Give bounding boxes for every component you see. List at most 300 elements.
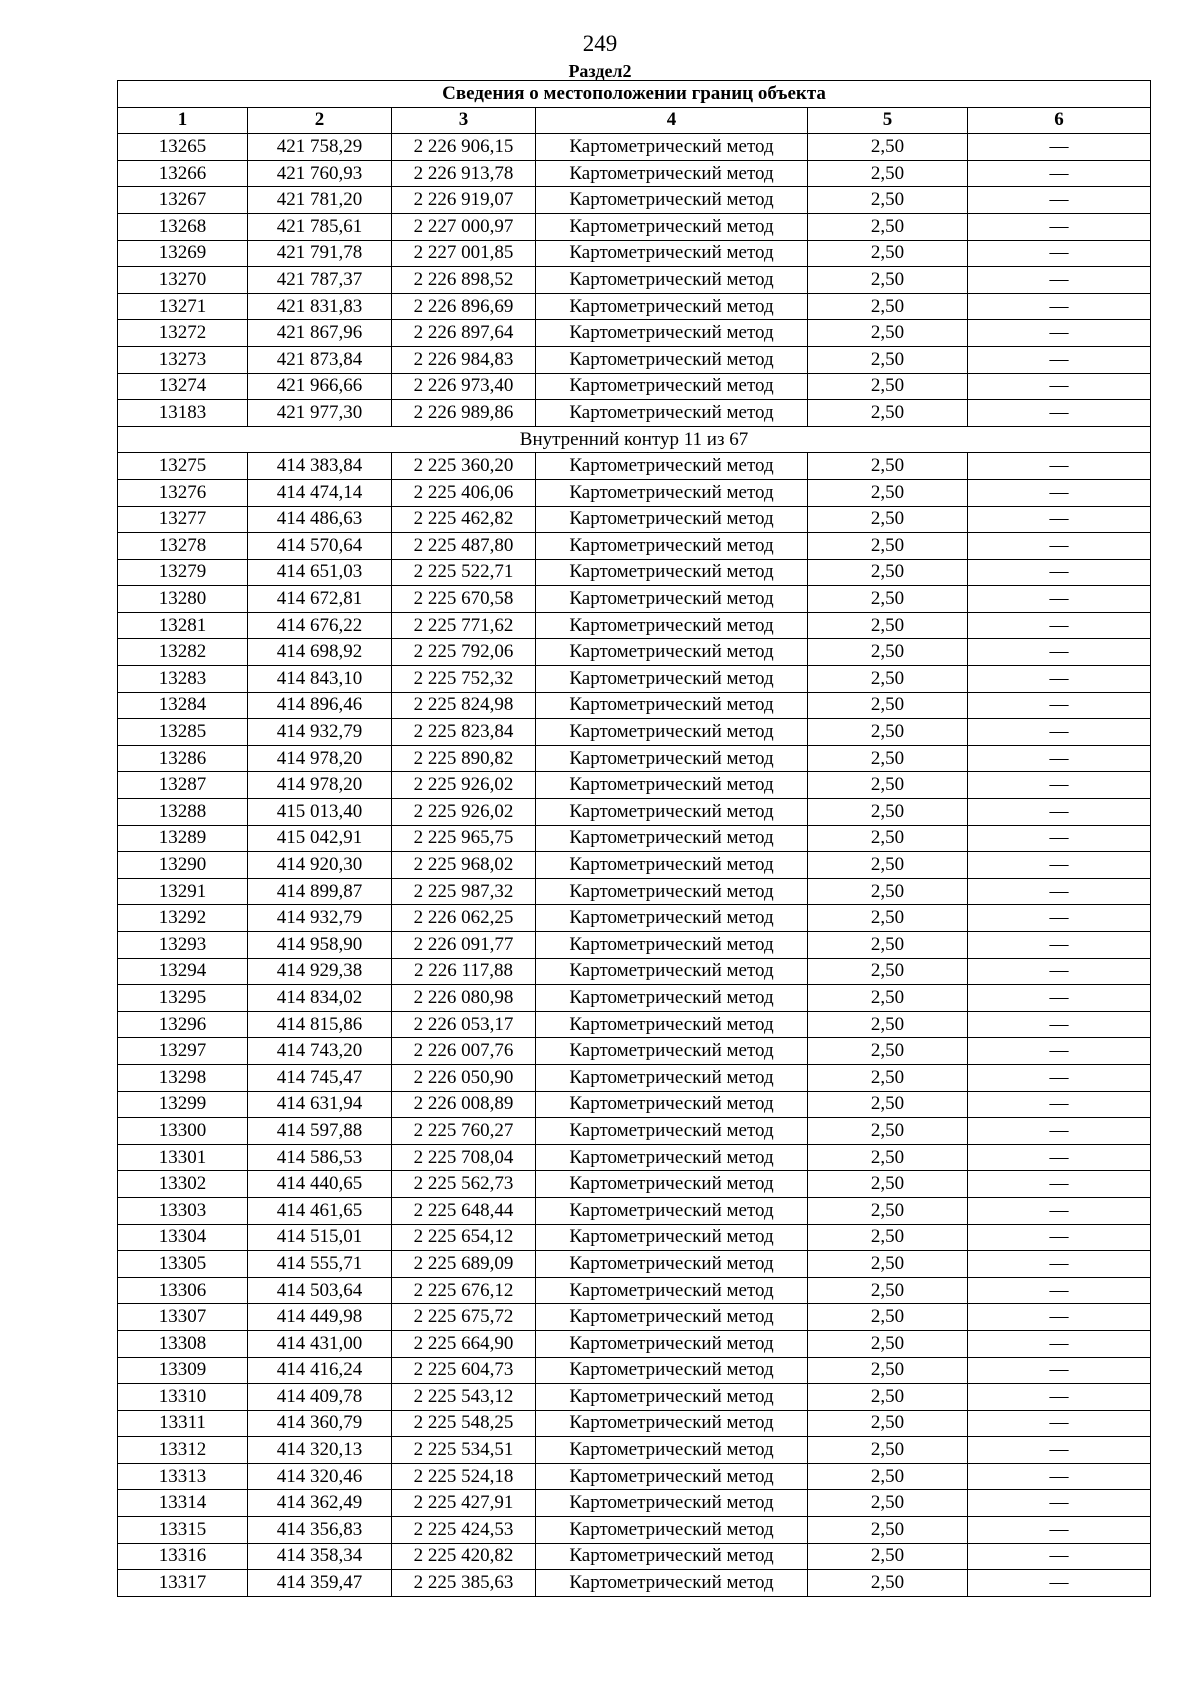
description-cell: — bbox=[968, 320, 1151, 347]
accuracy-cell: 2,50 bbox=[808, 1410, 968, 1437]
table-body bbox=[118, 134, 1151, 1597]
method-cell: Картометрический метод bbox=[536, 320, 808, 347]
table-title: Сведения о местоположении границ объекта bbox=[118, 81, 1151, 108]
y-coordinate-cell: 2 225 487,80 bbox=[392, 533, 536, 560]
x-coordinate-cell: 414 449,98 bbox=[248, 1304, 392, 1331]
y-coordinate-cell: 2 225 522,71 bbox=[392, 559, 536, 586]
accuracy-cell: 2,50 bbox=[808, 958, 968, 985]
accuracy-cell: 2,50 bbox=[808, 453, 968, 480]
description-cell: — bbox=[968, 1384, 1151, 1411]
point-number-cell: 13297 bbox=[118, 1038, 248, 1065]
table-row bbox=[118, 905, 1151, 932]
accuracy-cell: 2,50 bbox=[808, 612, 968, 639]
boundary-table bbox=[117, 80, 1151, 1597]
table-row bbox=[118, 400, 1151, 427]
y-coordinate-cell: 2 226 898,52 bbox=[392, 267, 536, 294]
accuracy-cell: 2,50 bbox=[808, 267, 968, 294]
table-row bbox=[118, 1357, 1151, 1384]
table-row bbox=[118, 639, 1151, 666]
column-header: 3 bbox=[392, 107, 536, 134]
description-cell: — bbox=[968, 932, 1151, 959]
x-coordinate-cell: 414 474,14 bbox=[248, 479, 392, 506]
accuracy-cell: 2,50 bbox=[808, 799, 968, 826]
description-cell: — bbox=[968, 1410, 1151, 1437]
table-row bbox=[118, 1517, 1151, 1544]
x-coordinate-cell: 414 896,46 bbox=[248, 692, 392, 719]
x-coordinate-cell: 414 745,47 bbox=[248, 1064, 392, 1091]
y-coordinate-cell: 2 226 989,86 bbox=[392, 400, 536, 427]
accuracy-cell: 2,50 bbox=[808, 213, 968, 240]
x-coordinate-cell: 414 359,47 bbox=[248, 1570, 392, 1597]
method-cell: Картометрический метод bbox=[536, 1011, 808, 1038]
description-cell: — bbox=[968, 134, 1151, 161]
point-number-cell: 13302 bbox=[118, 1171, 248, 1198]
method-cell: Картометрический метод bbox=[536, 932, 808, 959]
y-coordinate-cell: 2 225 926,02 bbox=[392, 799, 536, 826]
point-number-cell: 13289 bbox=[118, 825, 248, 852]
description-cell: — bbox=[968, 1570, 1151, 1597]
method-cell: Картометрический метод bbox=[536, 1171, 808, 1198]
y-coordinate-cell: 2 227 001,85 bbox=[392, 240, 536, 267]
point-number-cell: 13283 bbox=[118, 666, 248, 693]
method-cell: Картометрический метод bbox=[536, 1038, 808, 1065]
x-coordinate-cell: 421 966,66 bbox=[248, 373, 392, 400]
table-title-row bbox=[118, 81, 1151, 108]
page-number: 249 bbox=[582, 31, 618, 56]
point-number-cell: 13284 bbox=[118, 692, 248, 719]
accuracy-cell: 2,50 bbox=[808, 1038, 968, 1065]
description-cell: — bbox=[968, 772, 1151, 799]
accuracy-cell: 2,50 bbox=[808, 1543, 968, 1570]
method-cell: Картометрический метод bbox=[536, 373, 808, 400]
table-row bbox=[118, 825, 1151, 852]
description-cell: — bbox=[968, 533, 1151, 560]
point-number-cell: 13265 bbox=[118, 134, 248, 161]
description-cell: — bbox=[968, 1064, 1151, 1091]
description-cell: — bbox=[968, 1517, 1151, 1544]
y-coordinate-cell: 2 225 385,63 bbox=[392, 1570, 536, 1597]
table-row bbox=[118, 666, 1151, 693]
table-row bbox=[118, 1224, 1151, 1251]
x-coordinate-cell: 414 651,03 bbox=[248, 559, 392, 586]
y-coordinate-cell: 2 226 906,15 bbox=[392, 134, 536, 161]
accuracy-cell: 2,50 bbox=[808, 772, 968, 799]
table-row bbox=[118, 559, 1151, 586]
method-cell: Картометрический метод bbox=[536, 586, 808, 613]
method-cell: Картометрический метод bbox=[536, 852, 808, 879]
method-cell: Картометрический метод bbox=[536, 1330, 808, 1357]
y-coordinate-cell: 2 225 708,04 bbox=[392, 1144, 536, 1171]
table-row bbox=[118, 506, 1151, 533]
x-coordinate-cell: 414 570,64 bbox=[248, 533, 392, 560]
table-row bbox=[118, 932, 1151, 959]
accuracy-cell: 2,50 bbox=[808, 1463, 968, 1490]
point-number-cell: 13304 bbox=[118, 1224, 248, 1251]
x-coordinate-cell: 414 356,83 bbox=[248, 1517, 392, 1544]
description-cell: — bbox=[968, 1171, 1151, 1198]
table-row bbox=[118, 160, 1151, 187]
method-cell: Картометрический метод bbox=[536, 479, 808, 506]
point-number-cell: 13183 bbox=[118, 400, 248, 427]
description-cell: — bbox=[968, 160, 1151, 187]
x-coordinate-cell: 414 743,20 bbox=[248, 1038, 392, 1065]
description-cell: — bbox=[968, 479, 1151, 506]
accuracy-cell: 2,50 bbox=[808, 932, 968, 959]
accuracy-cell: 2,50 bbox=[808, 1304, 968, 1331]
accuracy-cell: 2,50 bbox=[808, 1384, 968, 1411]
method-cell: Картометрический метод bbox=[536, 1357, 808, 1384]
y-coordinate-cell: 2 225 424,53 bbox=[392, 1517, 536, 1544]
point-number-cell: 13276 bbox=[118, 479, 248, 506]
table-row bbox=[118, 1463, 1151, 1490]
table-row bbox=[118, 1197, 1151, 1224]
description-cell: — bbox=[968, 240, 1151, 267]
table-row bbox=[118, 878, 1151, 905]
table-row bbox=[118, 586, 1151, 613]
method-cell: Картометрический метод bbox=[536, 799, 808, 826]
description-cell: — bbox=[968, 1304, 1151, 1331]
description-cell: — bbox=[968, 1144, 1151, 1171]
table-row bbox=[118, 533, 1151, 560]
method-cell: Картометрический метод bbox=[536, 692, 808, 719]
description-cell: — bbox=[968, 1277, 1151, 1304]
x-coordinate-cell: 414 698,92 bbox=[248, 639, 392, 666]
x-coordinate-cell: 421 867,96 bbox=[248, 320, 392, 347]
x-coordinate-cell: 414 843,10 bbox=[248, 666, 392, 693]
x-coordinate-cell: 414 597,88 bbox=[248, 1118, 392, 1145]
y-coordinate-cell: 2 226 897,64 bbox=[392, 320, 536, 347]
table-row bbox=[118, 1384, 1151, 1411]
table-row bbox=[118, 958, 1151, 985]
description-cell: — bbox=[968, 267, 1151, 294]
accuracy-cell: 2,50 bbox=[808, 400, 968, 427]
x-coordinate-cell: 414 932,79 bbox=[248, 719, 392, 746]
point-number-cell: 13291 bbox=[118, 878, 248, 905]
method-cell: Картометрический метод bbox=[536, 213, 808, 240]
method-cell: Картометрический метод bbox=[536, 612, 808, 639]
method-cell: Картометрический метод bbox=[536, 134, 808, 161]
x-coordinate-cell: 421 977,30 bbox=[248, 400, 392, 427]
accuracy-cell: 2,50 bbox=[808, 479, 968, 506]
y-coordinate-cell: 2 225 562,73 bbox=[392, 1171, 536, 1198]
accuracy-cell: 2,50 bbox=[808, 1144, 968, 1171]
y-coordinate-cell: 2 225 752,32 bbox=[392, 666, 536, 693]
method-cell: Картометрический метод bbox=[536, 1091, 808, 1118]
description-cell: — bbox=[968, 878, 1151, 905]
point-number-cell: 13313 bbox=[118, 1463, 248, 1490]
table-row bbox=[118, 772, 1151, 799]
x-coordinate-cell: 414 431,00 bbox=[248, 1330, 392, 1357]
x-coordinate-cell: 414 676,22 bbox=[248, 612, 392, 639]
method-cell: Картометрический метод bbox=[536, 1463, 808, 1490]
x-coordinate-cell: 414 416,24 bbox=[248, 1357, 392, 1384]
table-row bbox=[118, 692, 1151, 719]
method-cell: Картометрический метод bbox=[536, 1517, 808, 1544]
description-cell: — bbox=[968, 745, 1151, 772]
accuracy-cell: 2,50 bbox=[808, 1251, 968, 1278]
y-coordinate-cell: 2 226 080,98 bbox=[392, 985, 536, 1012]
method-cell: Картометрический метод bbox=[536, 1118, 808, 1145]
x-coordinate-cell: 414 320,13 bbox=[248, 1437, 392, 1464]
accuracy-cell: 2,50 bbox=[808, 852, 968, 879]
point-number-cell: 13277 bbox=[118, 506, 248, 533]
point-number-cell: 13273 bbox=[118, 346, 248, 373]
accuracy-cell: 2,50 bbox=[808, 1091, 968, 1118]
point-number-cell: 13268 bbox=[118, 213, 248, 240]
y-coordinate-cell: 2 225 771,62 bbox=[392, 612, 536, 639]
description-cell: — bbox=[968, 905, 1151, 932]
method-cell: Картометрический метод bbox=[536, 1251, 808, 1278]
accuracy-cell: 2,50 bbox=[808, 293, 968, 320]
point-number-cell: 13281 bbox=[118, 612, 248, 639]
table-row bbox=[118, 985, 1151, 1012]
section-title: Раздел2 bbox=[568, 61, 632, 81]
method-cell: Картометрический метод bbox=[536, 985, 808, 1012]
table-row bbox=[118, 134, 1151, 161]
x-coordinate-cell: 414 958,90 bbox=[248, 932, 392, 959]
table-row bbox=[118, 1410, 1151, 1437]
x-coordinate-cell: 414 929,38 bbox=[248, 958, 392, 985]
x-coordinate-cell: 414 360,79 bbox=[248, 1410, 392, 1437]
method-cell: Картометрический метод bbox=[536, 666, 808, 693]
method-cell: Картометрический метод bbox=[536, 1384, 808, 1411]
description-cell: — bbox=[968, 1463, 1151, 1490]
table-row bbox=[118, 1118, 1151, 1145]
point-number-cell: 13308 bbox=[118, 1330, 248, 1357]
x-coordinate-cell: 415 042,91 bbox=[248, 825, 392, 852]
point-number-cell: 13295 bbox=[118, 985, 248, 1012]
y-coordinate-cell: 2 225 824,98 bbox=[392, 692, 536, 719]
y-coordinate-cell: 2 225 760,27 bbox=[392, 1118, 536, 1145]
description-cell: — bbox=[968, 1038, 1151, 1065]
point-number-cell: 13278 bbox=[118, 533, 248, 560]
y-coordinate-cell: 2 225 664,90 bbox=[392, 1330, 536, 1357]
x-coordinate-cell: 414 320,46 bbox=[248, 1463, 392, 1490]
table-row bbox=[118, 1490, 1151, 1517]
description-cell: — bbox=[968, 373, 1151, 400]
y-coordinate-cell: 2 225 406,06 bbox=[392, 479, 536, 506]
y-coordinate-cell: 2 225 524,18 bbox=[392, 1463, 536, 1490]
method-cell: Картометрический метод bbox=[536, 1277, 808, 1304]
point-number-cell: 13274 bbox=[118, 373, 248, 400]
method-cell: Картометрический метод bbox=[536, 878, 808, 905]
accuracy-cell: 2,50 bbox=[808, 692, 968, 719]
description-cell: — bbox=[968, 293, 1151, 320]
table-row bbox=[118, 799, 1151, 826]
y-coordinate-cell: 2 225 676,12 bbox=[392, 1277, 536, 1304]
point-number-cell: 13310 bbox=[118, 1384, 248, 1411]
point-number-cell: 13301 bbox=[118, 1144, 248, 1171]
x-coordinate-cell: 421 785,61 bbox=[248, 213, 392, 240]
method-cell: Картометрический метод bbox=[536, 719, 808, 746]
description-cell: — bbox=[968, 639, 1151, 666]
method-cell: Картометрический метод bbox=[536, 1410, 808, 1437]
accuracy-cell: 2,50 bbox=[808, 187, 968, 214]
method-cell: Картометрический метод bbox=[536, 639, 808, 666]
table-row bbox=[118, 1144, 1151, 1171]
point-number-cell: 13294 bbox=[118, 958, 248, 985]
x-coordinate-cell: 414 362,49 bbox=[248, 1490, 392, 1517]
table-row bbox=[118, 1570, 1151, 1597]
accuracy-cell: 2,50 bbox=[808, 1011, 968, 1038]
description-cell: — bbox=[968, 346, 1151, 373]
y-coordinate-cell: 2 225 462,82 bbox=[392, 506, 536, 533]
x-coordinate-cell: 414 978,20 bbox=[248, 745, 392, 772]
method-cell: Картометрический метод bbox=[536, 1224, 808, 1251]
point-number-cell: 13311 bbox=[118, 1410, 248, 1437]
accuracy-cell: 2,50 bbox=[808, 160, 968, 187]
description-cell: — bbox=[968, 1330, 1151, 1357]
table-head bbox=[118, 81, 1151, 134]
table-row bbox=[118, 852, 1151, 879]
description-cell: — bbox=[968, 852, 1151, 879]
x-coordinate-cell: 414 555,71 bbox=[248, 1251, 392, 1278]
description-cell: — bbox=[968, 799, 1151, 826]
x-coordinate-cell: 414 899,87 bbox=[248, 878, 392, 905]
point-number-cell: 13296 bbox=[118, 1011, 248, 1038]
table-row bbox=[118, 612, 1151, 639]
table-row bbox=[118, 1543, 1151, 1570]
table-row bbox=[118, 240, 1151, 267]
x-coordinate-cell: 414 515,01 bbox=[248, 1224, 392, 1251]
x-coordinate-cell: 414 486,63 bbox=[248, 506, 392, 533]
accuracy-cell: 2,50 bbox=[808, 1570, 968, 1597]
y-coordinate-cell: 2 225 360,20 bbox=[392, 453, 536, 480]
accuracy-cell: 2,50 bbox=[808, 905, 968, 932]
point-number-cell: 13271 bbox=[118, 293, 248, 320]
method-cell: Картометрический метод bbox=[536, 825, 808, 852]
y-coordinate-cell: 2 225 792,06 bbox=[392, 639, 536, 666]
point-number-cell: 13272 bbox=[118, 320, 248, 347]
description-cell: — bbox=[968, 958, 1151, 985]
y-coordinate-cell: 2 227 000,97 bbox=[392, 213, 536, 240]
point-number-cell: 13299 bbox=[118, 1091, 248, 1118]
y-coordinate-cell: 2 226 984,83 bbox=[392, 346, 536, 373]
y-coordinate-cell: 2 226 007,76 bbox=[392, 1038, 536, 1065]
accuracy-cell: 2,50 bbox=[808, 985, 968, 1012]
y-coordinate-cell: 2 225 670,58 bbox=[392, 586, 536, 613]
y-coordinate-cell: 2 225 987,32 bbox=[392, 878, 536, 905]
point-number-cell: 13298 bbox=[118, 1064, 248, 1091]
method-cell: Картометрический метод bbox=[536, 1543, 808, 1570]
method-cell: Картометрический метод bbox=[536, 559, 808, 586]
table-row bbox=[118, 1011, 1151, 1038]
contour-row bbox=[118, 426, 1151, 453]
x-coordinate-cell: 421 760,93 bbox=[248, 160, 392, 187]
description-cell: — bbox=[968, 1197, 1151, 1224]
point-number-cell: 13315 bbox=[118, 1517, 248, 1544]
accuracy-cell: 2,50 bbox=[808, 1490, 968, 1517]
description-cell: — bbox=[968, 825, 1151, 852]
accuracy-cell: 2,50 bbox=[808, 1517, 968, 1544]
y-coordinate-cell: 2 225 926,02 bbox=[392, 772, 536, 799]
description-cell: — bbox=[968, 400, 1151, 427]
x-coordinate-cell: 414 815,86 bbox=[248, 1011, 392, 1038]
table-row bbox=[118, 745, 1151, 772]
point-number-cell: 13287 bbox=[118, 772, 248, 799]
method-cell: Картометрический метод bbox=[536, 1144, 808, 1171]
accuracy-cell: 2,50 bbox=[808, 825, 968, 852]
accuracy-cell: 2,50 bbox=[808, 1277, 968, 1304]
accuracy-cell: 2,50 bbox=[808, 1197, 968, 1224]
y-coordinate-cell: 2 225 427,91 bbox=[392, 1490, 536, 1517]
description-cell: — bbox=[968, 187, 1151, 214]
y-coordinate-cell: 2 226 117,88 bbox=[392, 958, 536, 985]
x-coordinate-cell: 421 787,37 bbox=[248, 267, 392, 294]
accuracy-cell: 2,50 bbox=[808, 1118, 968, 1145]
accuracy-cell: 2,50 bbox=[808, 1224, 968, 1251]
table-row bbox=[118, 1304, 1151, 1331]
x-coordinate-cell: 421 781,20 bbox=[248, 187, 392, 214]
accuracy-cell: 2,50 bbox=[808, 666, 968, 693]
y-coordinate-cell: 2 226 973,40 bbox=[392, 373, 536, 400]
accuracy-cell: 2,50 bbox=[808, 346, 968, 373]
table-row bbox=[118, 1277, 1151, 1304]
y-coordinate-cell: 2 225 654,12 bbox=[392, 1224, 536, 1251]
y-coordinate-cell: 2 226 062,25 bbox=[392, 905, 536, 932]
y-coordinate-cell: 2 225 543,12 bbox=[392, 1384, 536, 1411]
point-number-cell: 13290 bbox=[118, 852, 248, 879]
y-coordinate-cell: 2 225 890,82 bbox=[392, 745, 536, 772]
description-cell: — bbox=[968, 1543, 1151, 1570]
x-coordinate-cell: 414 834,02 bbox=[248, 985, 392, 1012]
column-header: 1 bbox=[118, 107, 248, 134]
accuracy-cell: 2,50 bbox=[808, 1171, 968, 1198]
accuracy-cell: 2,50 bbox=[808, 1357, 968, 1384]
table-row bbox=[118, 320, 1151, 347]
table-row bbox=[118, 1064, 1151, 1091]
point-number-cell: 13275 bbox=[118, 453, 248, 480]
table-row bbox=[118, 213, 1151, 240]
description-cell: — bbox=[968, 586, 1151, 613]
method-cell: Картометрический метод bbox=[536, 533, 808, 560]
description-cell: — bbox=[968, 666, 1151, 693]
point-number-cell: 13270 bbox=[118, 267, 248, 294]
column-header-row bbox=[118, 107, 1151, 134]
x-coordinate-cell: 421 758,29 bbox=[248, 134, 392, 161]
description-cell: — bbox=[968, 1011, 1151, 1038]
y-coordinate-cell: 2 226 050,90 bbox=[392, 1064, 536, 1091]
accuracy-cell: 2,50 bbox=[808, 878, 968, 905]
table-row bbox=[118, 719, 1151, 746]
accuracy-cell: 2,50 bbox=[808, 1437, 968, 1464]
accuracy-cell: 2,50 bbox=[808, 745, 968, 772]
point-number-cell: 13305 bbox=[118, 1251, 248, 1278]
method-cell: Картометрический метод bbox=[536, 1304, 808, 1331]
x-coordinate-cell: 414 440,65 bbox=[248, 1171, 392, 1198]
description-cell: — bbox=[968, 719, 1151, 746]
method-cell: Картометрический метод bbox=[536, 905, 808, 932]
x-coordinate-cell: 415 013,40 bbox=[248, 799, 392, 826]
table-row bbox=[118, 346, 1151, 373]
x-coordinate-cell: 414 672,81 bbox=[248, 586, 392, 613]
column-header: 4 bbox=[536, 107, 808, 134]
x-coordinate-cell: 414 920,30 bbox=[248, 852, 392, 879]
description-cell: — bbox=[968, 1490, 1151, 1517]
point-number-cell: 13300 bbox=[118, 1118, 248, 1145]
table-row bbox=[118, 1091, 1151, 1118]
table-row bbox=[118, 1330, 1151, 1357]
point-number-cell: 13282 bbox=[118, 639, 248, 666]
y-coordinate-cell: 2 225 965,75 bbox=[392, 825, 536, 852]
point-number-cell: 13293 bbox=[118, 932, 248, 959]
point-number-cell: 13267 bbox=[118, 187, 248, 214]
description-cell: — bbox=[968, 1251, 1151, 1278]
accuracy-cell: 2,50 bbox=[808, 719, 968, 746]
y-coordinate-cell: 2 226 008,89 bbox=[392, 1091, 536, 1118]
table-row bbox=[118, 1251, 1151, 1278]
description-cell: — bbox=[968, 453, 1151, 480]
